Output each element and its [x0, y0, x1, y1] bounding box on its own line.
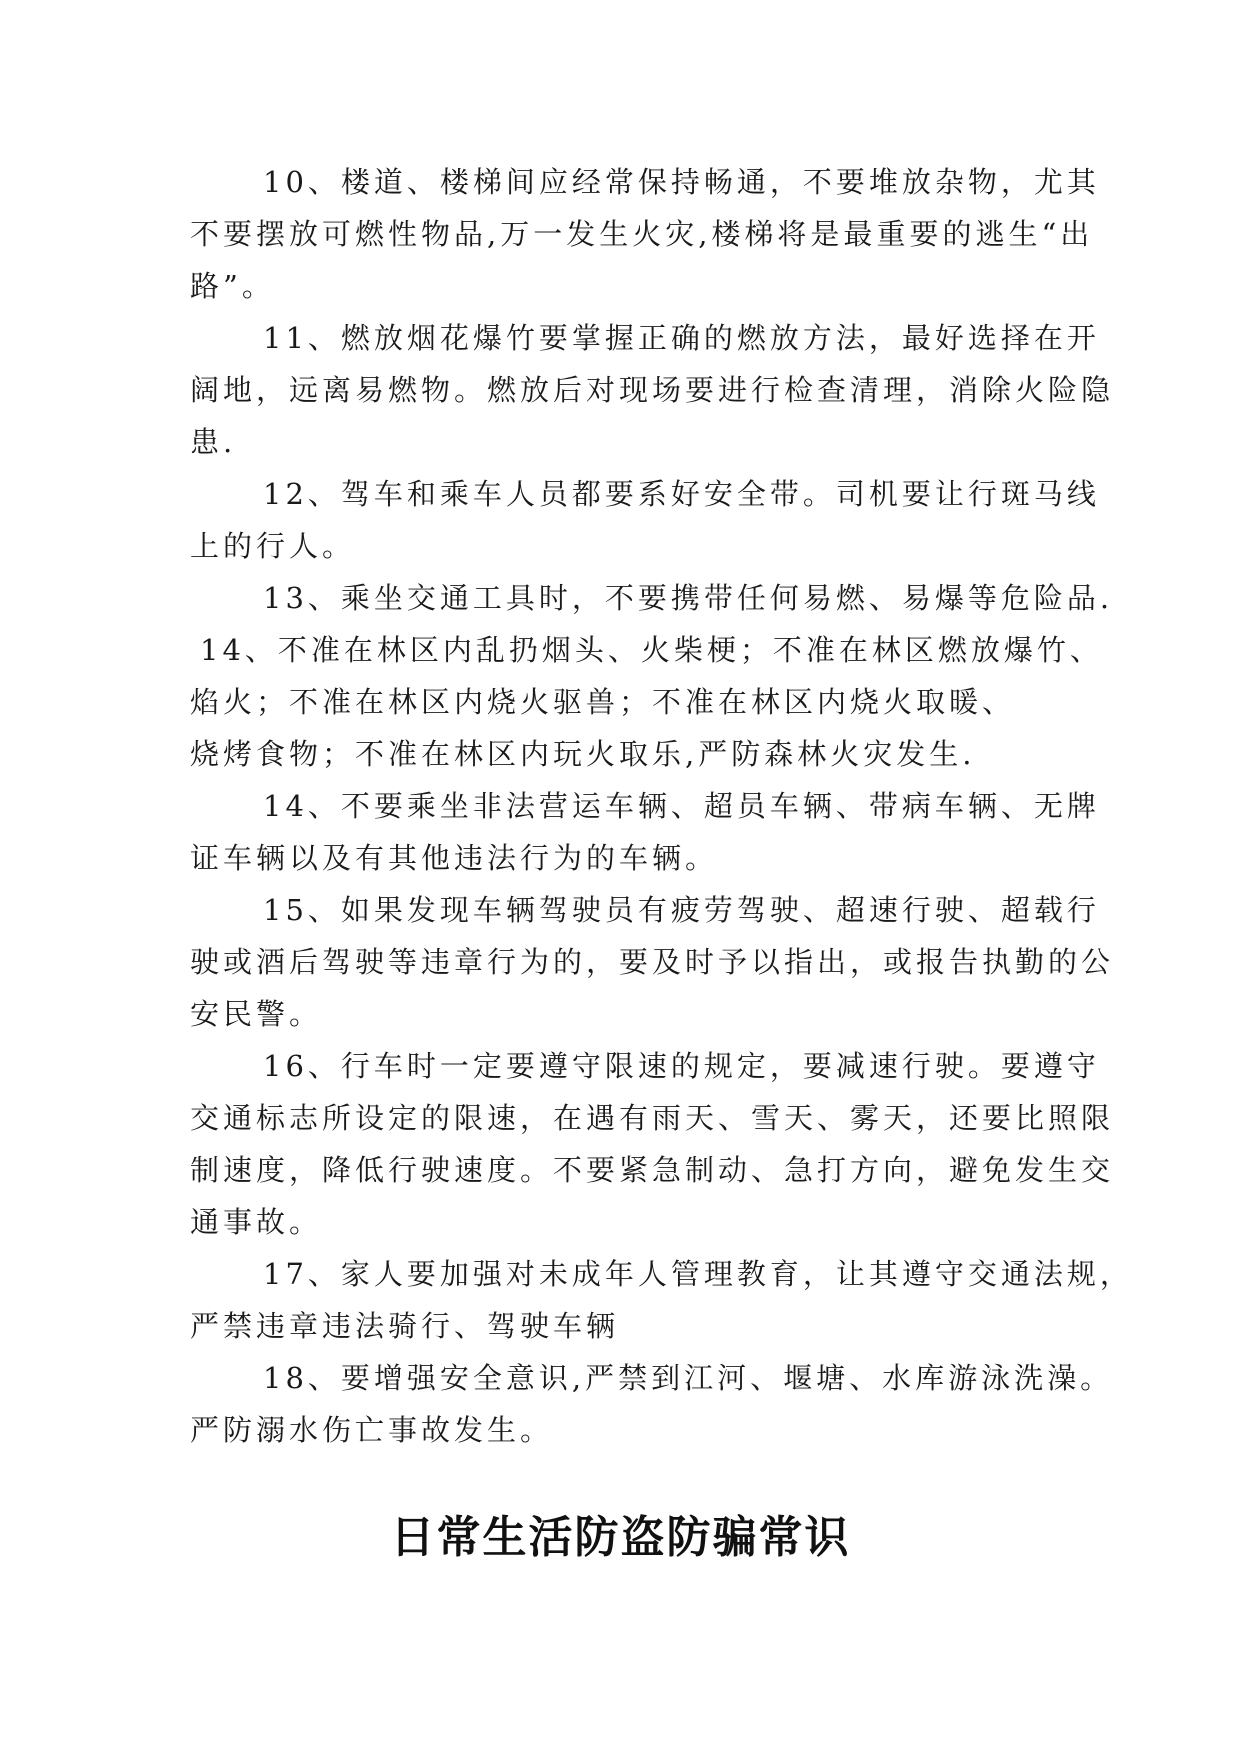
- paragraph-line: 证车辆以及有其他违法行为的车辆。: [190, 841, 719, 875]
- paragraph-line: 13、乘坐交通工具时，不要携带任何易燃、易爆等危险品.: [263, 581, 1114, 615]
- paragraph-line: 阔地，远离易燃物。燃放后对现场要进行检查清理，消除火险隐: [190, 373, 1115, 407]
- paragraph-line: 15、如果发现车辆驾驶员有疲劳驾驶、超速行驶、超载行: [263, 893, 1100, 927]
- paragraph-line: 12、驾车和乘车人员都要系好安全带。司机要让行斑马线: [263, 477, 1100, 511]
- section-heading: 日常生活防盗防骗常识: [390, 1512, 851, 1563]
- paragraph-line: 14、不准在林区内乱扔烟头、火柴梗；不准在林区燃放爆竹、: [200, 633, 1103, 667]
- paragraph-line: 不要摆放可燃性物品,万一发生火灾,楼梯将是最重要的逃生“出: [190, 217, 1094, 251]
- paragraph-line: 严防溺水伤亡事故发生。: [190, 1413, 554, 1447]
- paragraph-line: 患.: [190, 425, 237, 459]
- paragraph-line: 严禁违章违法骑行、驾驶车辆: [190, 1309, 620, 1343]
- paragraph-line: 驶或酒后驾驶等违章行为的，要及时予以指出，或报告执勤的公: [190, 945, 1115, 979]
- paragraph-line: 18、要增强安全意识,严禁到江河、堰塘、水库游泳洗澡。: [263, 1361, 1114, 1395]
- paragraph-line: 烧烤食物；不准在林区内玩火取乐,严防森林火灾发生.: [190, 737, 976, 771]
- paragraph-line: 10、楼道、楼梯间应经常保持畅通，不要堆放杂物，尤其: [263, 165, 1100, 199]
- paragraph-line: 上的行人。: [190, 529, 356, 563]
- paragraph-line: 焰火；不准在林区内烧火驱兽；不准在林区内烧火取暖、: [190, 685, 1016, 719]
- paragraph-line: 通事故。: [190, 1205, 323, 1239]
- paragraph-line: 安民警。: [190, 997, 323, 1031]
- paragraph-line: 17、家人要加强对未成年人管理教育，让其遵守交通法规，: [263, 1257, 1133, 1291]
- paragraph-line: 路”。: [190, 269, 275, 303]
- paragraph-line: 16、行车时一定要遵守限速的规定，要减速行驶。要遵守: [263, 1049, 1100, 1083]
- paragraph-line: 制速度，降低行驶速度。不要紧急制动、急打方向，避免发生交: [190, 1153, 1115, 1187]
- paragraph-line: 交通标志所设定的限速，在遇有雨天、雪天、雾天，还要比照限: [190, 1101, 1115, 1135]
- paragraph-line: 11、燃放烟花爆竹要掌握正确的燃放方法，最好选择在开: [263, 321, 1100, 355]
- paragraph-line: 14、不要乘坐非法营运车辆、超员车辆、带病车辆、无牌: [263, 789, 1100, 823]
